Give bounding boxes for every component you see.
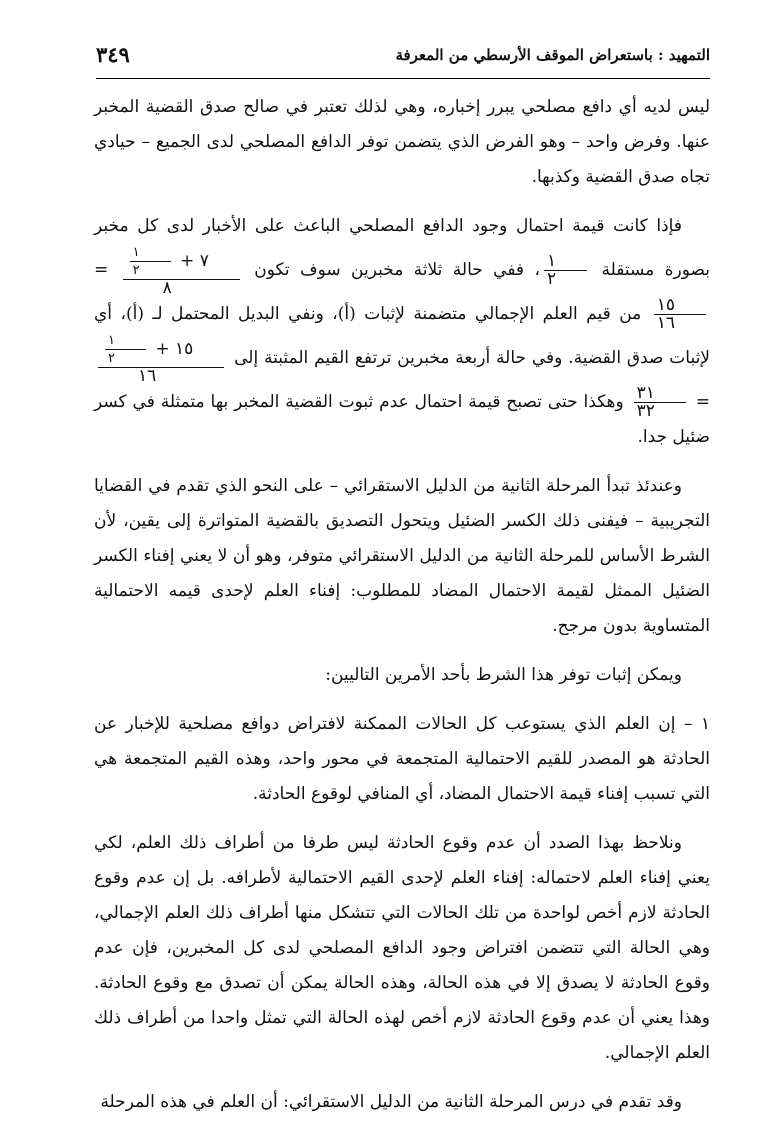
- numerator-term: ١٥ +: [155, 339, 194, 359]
- page-header: [96, 38, 710, 79]
- fraction-one-half-small: [130, 244, 171, 279]
- fraction-fifteen-plus-half-over-sixteen: [98, 332, 224, 385]
- fraction-one-half: [544, 253, 587, 288]
- fraction-denominator: ٢: [132, 263, 140, 278]
- equals-sign: =: [94, 260, 109, 280]
- fraction-denominator: ١٦: [656, 313, 676, 333]
- paragraph-5: ١ – إن العلم الذي يستوعب كل الحالات الممكنة لافتراض دوافع مصلحية للإخبار عن الحادثة هو المصدر للقيم الاحتمالية المتجمعة في محور واحد، وهذه القيم المتجمعة هي التي تسبب إفناء قيمة الاحتمال المضاد، أي المنافي لوقوع الحادثة.: [94, 714, 710, 804]
- fraction-denominator: ٨: [162, 278, 172, 298]
- fraction-thirtyone-thirtyseconds: [634, 385, 686, 420]
- fraction-numerator: [98, 332, 224, 368]
- running-head: التمهيد : باستعراض الموقف الأرسطي من المعرفة: [395, 46, 710, 64]
- paragraph-7: وقد تقدم في درس المرحلة الثانية من الدليل الاستقرائي: أن العلم في هذه المرحلة: [100, 1092, 682, 1112]
- fraction-numerator: ١: [130, 244, 171, 262]
- fraction-numerator: ١: [544, 253, 587, 271]
- paragraph-2-text-a: فإذا كانت قيمة احتمال وجود الدافع المصلحي الباعث على الأخبار لدى كل مخبر بصورة مستقلة: [94, 216, 710, 280]
- body-text: [94, 90, 710, 1134]
- paragraph-1: ليس لديه أي دافع مصلحي يبرر إخباره، وهي لذلك تعتبر في صالح صدق القضية المخبر عنها. وفرض واحد – وهو الفرض الذي يتضمن توفر الدافع المصلحي لدى الجميع – حيادي تجاه صدق القضية وكذبها.: [94, 97, 710, 187]
- paragraph-6: ونلاحظ بهذا الصدد أن عدم وقوع الحادثة ليس طرفا من أطراف ذلك العلم، لكي يعني إفناء العلم لاحتماله: إفناء العلم لإحدى القيم الاحتمالية لأطرافه. بل إن عدم وقوع الحادثة لازم أخص لواحدة من تلك الحالات التي تتشكل منها أطراف ذلك العلم الإجمالي، وهي الحالة التي تتضمن افتراض وجود الدافع المصلحي لدى كل المخبرين، فإن عدم وقوع الحادثة لا يصدق إلا في هذه الحالة، وهذه الحالة يمكن أن تصدق مع وقوع الحادثة. وهذا يعني أن عدم وقوع الحادثة لازم أخص لهذه الحالة التي تمثل واحدا من أطراف ذلك العلم الإجمالي.: [94, 833, 710, 1063]
- paragraph-4: ويمكن إثبات توفر هذا الشرط بأحد الأمرين التاليين:: [325, 665, 682, 685]
- fraction-denominator: ١٦: [138, 366, 157, 386]
- fraction-fifteen-sixteenths: [654, 297, 706, 332]
- fraction-denominator: ٣٢: [636, 401, 655, 421]
- fraction-numerator: [123, 244, 240, 280]
- fraction-numerator: ٣١: [634, 385, 686, 403]
- paragraph-2-text-c: من قيم العلم الإجمالي متضمنة لإثبات (أ)، ونفي البديل المحتمل لـ (أ)، أي لإثبات صدق القضية. وفي حالة أربعة مخبرين ترتفع القيم المثبتة إلى: [94, 304, 710, 368]
- paragraph-3: وعندئذ تبدأ المرحلة الثانية من الدليل الاستقرائي – على النحو الذي تقدم في القضايا التجريبية – فيفنى ذلك الكسر الضئيل ويتحول التصديق بالقضية المتواترة إلى يقين، لأن الشرط الأساس للمرحلة الثانية من الدليل الاستقرائي متوفر، وهو أن لا يعني إفناء الكسر الضئيل الممثل لقيمة الاحتمال المضاد للمطلوب: إفناء العلم لإحدى قيمه الاحتمالية المتساوية بدون مرجح.: [94, 476, 710, 636]
- fraction-one-half-small: [105, 332, 146, 367]
- paragraph-2-text-b: ، ففي حالة ثلاثة مخبرين سوف تكون: [254, 260, 540, 280]
- page-number: ٣٤٩: [96, 42, 130, 67]
- fraction-numerator: ١: [105, 332, 146, 350]
- paragraph-2-text-d: وهكذا حتى تصبح قيمة احتمال عدم ثبوت القضية المخبر بها متمثلة في كسر ضئيل جدا.: [94, 392, 710, 447]
- fraction-numerator: ١٥: [654, 297, 706, 315]
- fraction-seven-plus-half-over-eight: [123, 244, 240, 297]
- fraction-denominator: ٢: [546, 269, 557, 289]
- equals-sign: =: [695, 392, 711, 412]
- numerator-term: ٧ +: [180, 251, 209, 271]
- paragraph-2: [94, 209, 710, 455]
- fraction-denominator: ٢: [108, 351, 115, 366]
